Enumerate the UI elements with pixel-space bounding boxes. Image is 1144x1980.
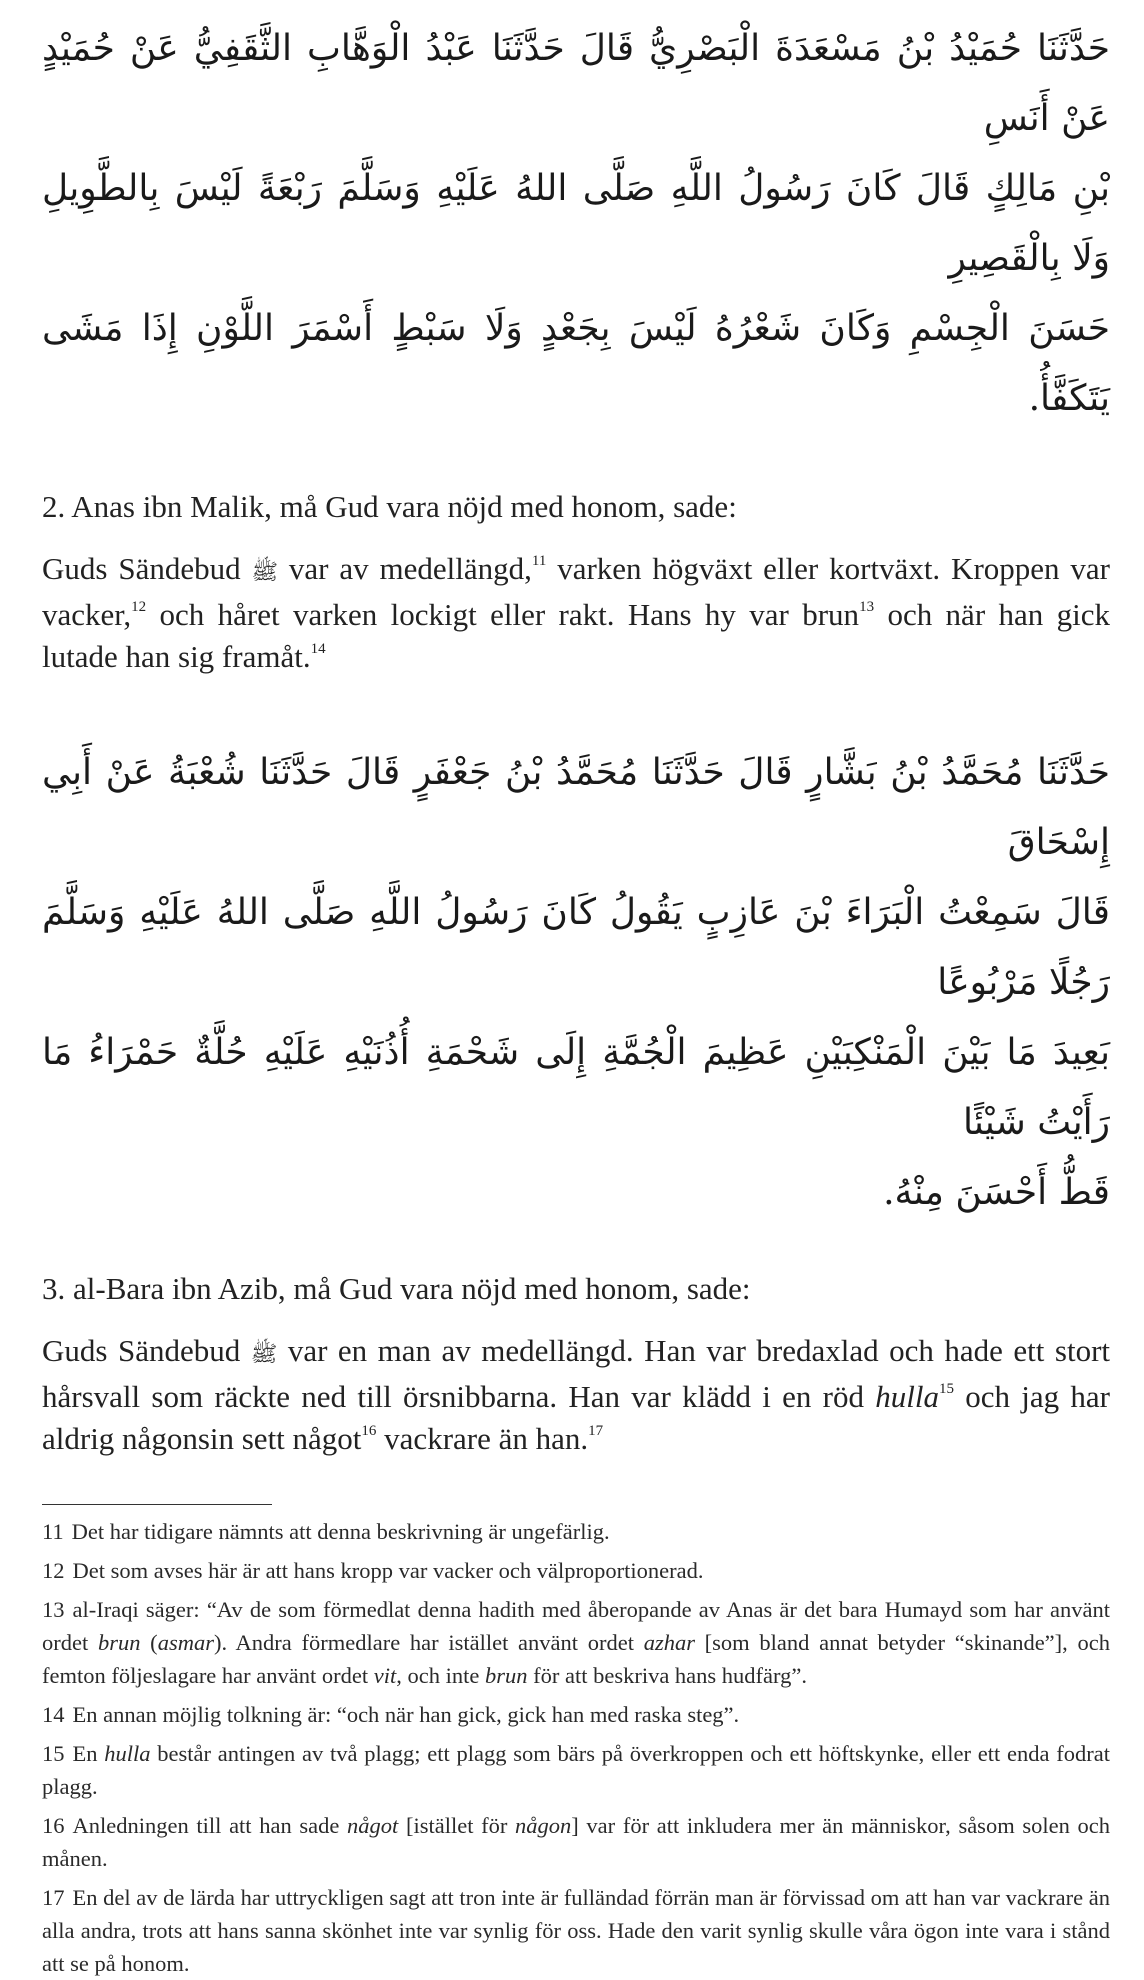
salawat-symbol: ﷺ	[250, 1342, 278, 1367]
arabic-hadith-1	[42, 14, 1110, 434]
footnote-13: 13 al-Iraqi säger: “Av de som förmedlat denna hadith med åberopande av Anas är det bara Humayd som har använt ordet brun (asmar). Andra förmedlare har istället använt ordet azhar [som bland annat betyder “skinande”], och femton följeslagare har använt ordet vit, och inte brun för att beskriva hans hudfärg”.	[42, 1597, 1110, 1688]
salawat-symbol: ﷺ	[251, 560, 279, 585]
footnote-ref-12[interactable]: 12	[131, 598, 147, 615]
arabic-line: حَدَّثَنَا مُحَمَّدُ بْنُ بَشَّارٍ قَالَ حَدَّثَنَا مُحَمَّدُ بْنُ جَعْفَرٍ قَالَ حَدَّثَنَا شُعْبَةُ عَنْ أَبِي إِسْحَاقَ	[42, 752, 1110, 863]
hadith-2-translation: Guds Sändebud ﷺ var av medellängd,$^{11}$ varken högväxt eller kortväxt. Kroppen var vacker,$^{12}$ och håret varken lockigt eller rakt. Hans hy var brun$^{13}$ och när han gick lutade han sig framåt.$^{14}$	[42, 551, 1111, 674]
footnote-divider	[42, 1504, 272, 1505]
arabic-hadith-2	[42, 738, 1110, 1228]
footnote-ref-11[interactable]: 11	[531, 552, 547, 569]
arabic-line: بْنِ مَالِكٍ قَالَ كَانَ رَسُولُ اللَّهِ صَلَّى اللهُ عَلَيْهِ وَسَلَّمَ رَبْعَةً لَيْسَ بِالطَّوِيلِ وَلَا بِالْقَصِيرِ	[42, 168, 1110, 279]
footnote-ref-14[interactable]: 14	[310, 640, 326, 657]
arabic-line: حَدَّثَنَا حُمَيْدُ بْنُ مَسْعَدَةَ الْبَصْرِيُّ قَالَ حَدَّثَنَا عَبْدُ الْوَهَّابِ الثَّقَفِيُّ عَنْ حُمَيْدٍ عَنْ أَنَسِ	[42, 28, 1110, 139]
footnote-15: 15 En hulla består antingen av två plagg; ett plagg som bärs på överkroppen och ett höftskynke, eller ett enda fodrat plagg.	[42, 1741, 1110, 1799]
footnote-ref-13[interactable]: 13	[859, 598, 875, 615]
hadith-2-heading: 2. Anas ibn Malik, må Gud vara nöjd med honom, sade:	[42, 489, 737, 524]
footnote-16: 16 Anledningen till att han sade något [istället för någon] var för att inkludera mer än människor, såsom solen och månen.	[42, 1813, 1111, 1871]
footnote-14: 14 En annan möjlig tolkning är: “och när han gick, gick han med raska steg”.	[42, 1702, 740, 1727]
footnote-11: 11 Det har tidigare nämnts att denna beskrivning är ungefärlig.	[42, 1519, 610, 1544]
arabic-line: قَالَ سَمِعْتُ الْبَرَاءَ بْنَ عَازِبٍ يَقُولُ كَانَ رَسُولُ اللَّهِ صَلَّى اللهُ عَلَيْهِ وَسَلَّمَ رَجُلًا مَرْبُوعًا	[42, 892, 1110, 1003]
hadith-3-translation: Guds Sändebud ﷺ var en man av medellängd. Han var bredaxlad och hade ett stort hårsvall som räckte ned till örsnibbarna. Han var klädd i en röd hulla$^{15}$ och jag har aldrig någonsin sett något$^{16}$ vackrare än han.$^{17}$	[42, 1333, 1111, 1456]
footnotes	[42, 1515, 1110, 1980]
arabic-line: حَسَنَ الْجِسْمِ وَكَانَ شَعْرُهُ لَيْسَ بِجَعْدٍ وَلَا سَبْطٍ أَسْمَرَ اللَّوْنِ إِذَا مَشَى يَتَكَفَّأُ.	[42, 308, 1110, 419]
footnote-17: 17 En del av de lärda har uttryckligen sagt att tron inte är fulländad förrän man är förvissad om att han var vackrare än alla andra, trots att hans sanna skönhet inte var synlig för oss. Hade den varit synlig skulle våra ögon inte vara i stånd att se på honom.	[42, 1885, 1110, 1976]
footnote-ref-16[interactable]: 16	[361, 1422, 377, 1439]
hadith-3-heading: 3. al-Bara ibn Azib, må Gud vara nöjd med honom, sade:	[42, 1271, 751, 1306]
footnote-12: 12 Det som avses här är att hans kropp var vacker och välproportionerad.	[42, 1558, 704, 1583]
footnote-ref-17[interactable]: 17	[588, 1422, 604, 1439]
arabic-line: بَعِيدَ مَا بَيْنَ الْمَنْكِبَيْنِ عَظِيمَ الْجُمَّةِ إِلَى شَحْمَةِ أُذُنَيْهِ عَلَيْهِ حُلَّةٌ حَمْرَاءُ مَا رَأَيْتُ شَيْئًا	[42, 1032, 1110, 1143]
arabic-line: قَطُّ أَحْسَنَ مِنْهُ.	[883, 1172, 1110, 1213]
footnote-ref-15[interactable]: 15	[939, 1380, 954, 1397]
